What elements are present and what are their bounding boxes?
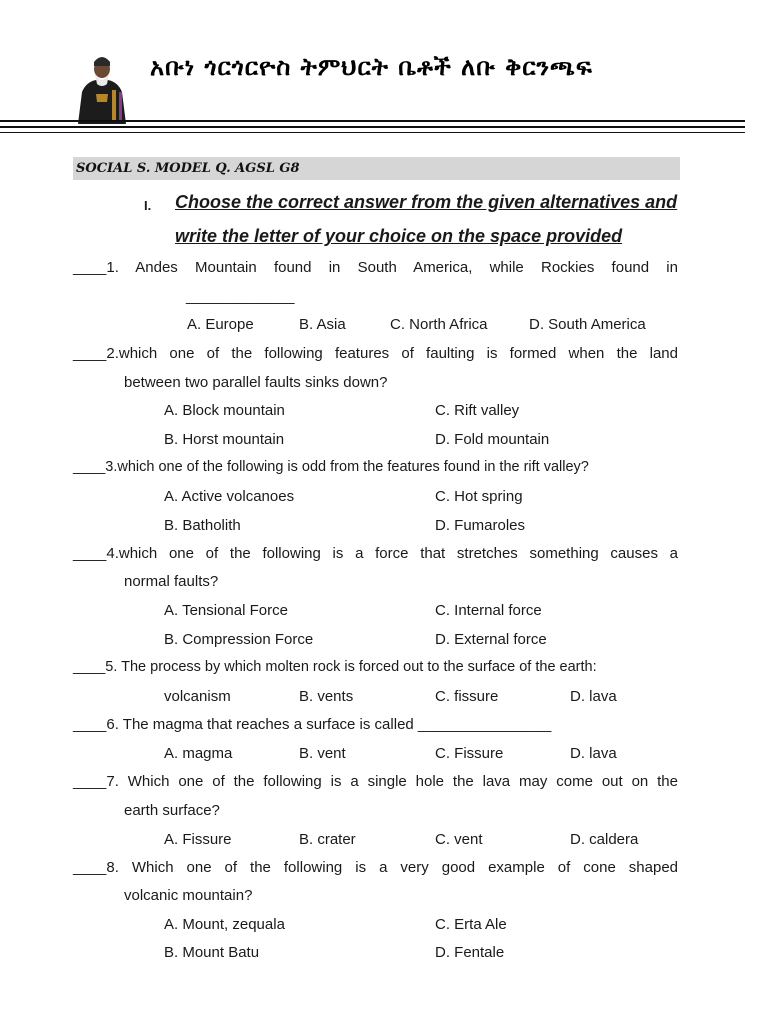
option: D. lava bbox=[570, 688, 617, 705]
option: B. crater bbox=[299, 831, 356, 848]
question-text-cont: volcanic mountain? bbox=[124, 887, 253, 904]
option: A. Block mountain bbox=[164, 402, 285, 419]
header-rule bbox=[0, 132, 745, 133]
option: C. Internal force bbox=[435, 602, 542, 619]
header-rule bbox=[0, 126, 745, 128]
subject-banner: SOCIAL S. MODEL Q. AGSL G8 bbox=[73, 157, 680, 180]
section-number: I. bbox=[144, 198, 152, 213]
option: B. Horst mountain bbox=[164, 431, 285, 448]
priest-photo bbox=[74, 52, 130, 124]
option: A. Mount, zequala bbox=[164, 916, 285, 933]
option: B. Mount Batu bbox=[164, 944, 260, 961]
question-text: ____1. Andes Mountain found in South America, while Rockies found in bbox=[73, 259, 678, 276]
question-text-cont: earth surface? bbox=[124, 802, 220, 819]
option: D. caldera bbox=[570, 831, 639, 848]
option: D. lava bbox=[570, 745, 617, 762]
option: A. magma bbox=[164, 745, 233, 762]
option: A. Fissure bbox=[164, 831, 232, 848]
option: volcanism bbox=[164, 688, 231, 705]
option: A. Europe bbox=[187, 316, 254, 333]
question-text-cont: normal faults? bbox=[124, 573, 219, 590]
option: D. South America bbox=[529, 316, 646, 333]
question-text: ____4.which one of the following is a force that stretches something causes a bbox=[73, 545, 678, 562]
instruction-line: write the letter of your choice on the space provided bbox=[175, 226, 623, 246]
option: C. Erta Ale bbox=[435, 916, 507, 933]
option: B. Batholith bbox=[164, 517, 241, 534]
option: D. Fentale bbox=[435, 944, 505, 961]
option: C. vent bbox=[435, 831, 483, 848]
answer-blank: _____________ bbox=[186, 288, 295, 305]
option: B. vents bbox=[299, 688, 354, 705]
option: A. Tensional Force bbox=[164, 602, 288, 619]
instruction-line: Choose the correct answer from the given alternatives and bbox=[175, 192, 678, 212]
question-text: ____3.which one of the following is odd from the features found in the rift valley? bbox=[73, 459, 589, 475]
question-text: ____8. Which one of the following is a very good example of cone shaped bbox=[73, 859, 678, 876]
question-text: ____7. Which one of the following is a single hole the lava may come out on the bbox=[73, 773, 678, 790]
option: C. Hot spring bbox=[435, 488, 523, 505]
question-text: ____2.which one of the following features of faulting is formed when the land bbox=[73, 345, 678, 362]
option: D. Fold mountain bbox=[435, 431, 550, 448]
option: A. Active volcanoes bbox=[164, 488, 295, 505]
option: B. Compression Force bbox=[164, 631, 314, 648]
option: C. Fissure bbox=[435, 745, 504, 762]
option: D. Fumaroles bbox=[435, 517, 526, 534]
option: B. Asia bbox=[299, 316, 346, 333]
question-text-cont: between two parallel faults sinks down? bbox=[124, 374, 388, 391]
option: D. External force bbox=[435, 631, 547, 648]
option: C. North Africa bbox=[390, 316, 488, 333]
option: C. Rift valley bbox=[435, 402, 520, 419]
header-rule bbox=[0, 120, 745, 122]
option: C. fissure bbox=[435, 688, 499, 705]
question-text: ____6. The magma that reaches a surface is called ________________ bbox=[73, 716, 552, 733]
question-text: ____5. The process by which molten rock is forced out to the surface of the earth: bbox=[73, 659, 597, 675]
option: B. vent bbox=[299, 745, 346, 762]
school-title: አቡነ ጎርጎርዮስ ትምህርት ቤቶች ለቡ ቅርንጫፍ bbox=[150, 52, 593, 81]
